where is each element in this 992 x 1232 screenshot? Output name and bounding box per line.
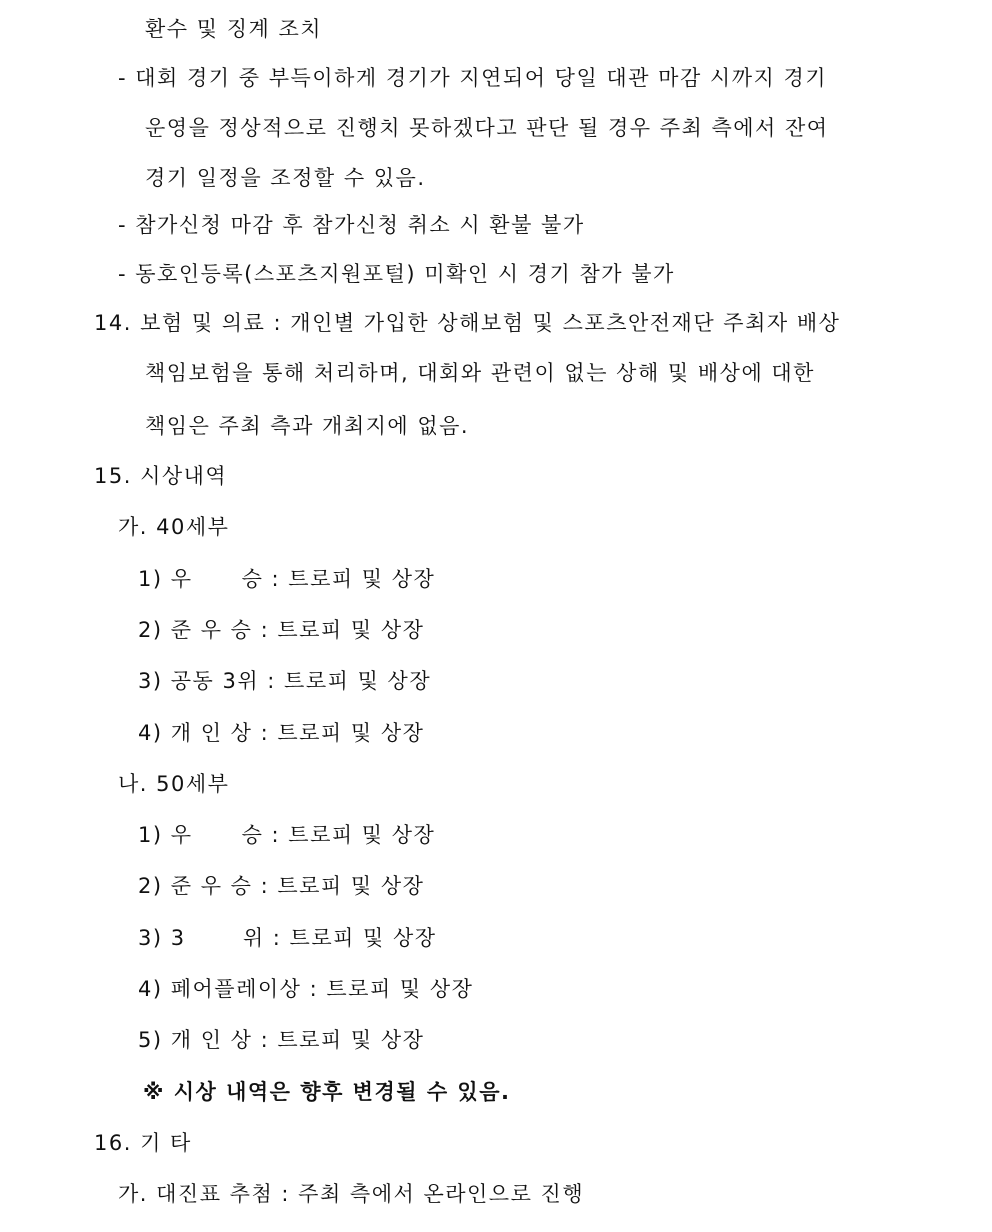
section15-award-note: ※ 시상 내역은 향후 변경될 수 있음.	[143, 1080, 511, 1104]
section15-group-a-item-3: 3) 공동 3위 : 트로피 및 상장	[138, 669, 432, 693]
section14-line-2: 책임보험을 통해 처리하며, 대회와 관련이 없는 상해 및 배상에 대한	[145, 361, 815, 385]
section15-group-b-item-5: 5) 개 인 상 : 트로피 및 상장	[138, 1028, 425, 1052]
section13-bullet-refund: - 참가신청 마감 후 참가신청 취소 시 환불 불가	[118, 213, 585, 237]
section13-bullet-registration: - 동호인등록(스포츠지원포털) 미확인 시 경기 참가 불가	[118, 262, 675, 286]
section13-bullet-delay-cont1: 운영을 정상적으로 진행치 못하겠다고 판단 될 경우 주최 측에서 잔여	[145, 116, 829, 140]
section15-group-b-item-3: 3) 3 위 : 트로피 및 상장	[138, 926, 437, 950]
section16-item-1: 가. 대진표 추첨 : 주최 측에서 온라인으로 진행	[118, 1182, 585, 1206]
section15-group-b-item-2: 2) 준 우 승 : 트로피 및 상장	[138, 874, 425, 898]
section15-group-b-item-1: 1) 우 승 : 트로피 및 상장	[138, 823, 436, 847]
section15-group-a-item-2: 2) 준 우 승 : 트로피 및 상장	[138, 618, 425, 642]
section15-group-a-item-1: 1) 우 승 : 트로피 및 상장	[138, 567, 436, 591]
section13-bullet-delay: - 대회 경기 중 부득이하게 경기가 지연되어 당일 대관 마감 시까지 경기	[118, 66, 828, 90]
section13-continuation-line: 환수 및 징계 조치	[145, 17, 323, 41]
section15-group-a-title: 가. 40세부	[118, 515, 230, 539]
section15-title: 15. 시상내역	[94, 464, 228, 488]
section16-title: 16. 기 타	[94, 1131, 192, 1155]
section15-group-b-item-4: 4) 페어플레이상 : 트로피 및 상장	[138, 977, 474, 1001]
section14-heading-line: 14. 보험 및 의료 : 개인별 가입한 상해보험 및 스포츠안전재단 주최자 배상	[94, 311, 841, 335]
section14-line-3: 책임은 주최 측과 개최지에 없음.	[145, 414, 470, 438]
section13-bullet-delay-cont2: 경기 일정을 조정할 수 있음.	[145, 166, 426, 190]
section15-group-b-title: 나. 50세부	[118, 772, 230, 796]
section15-group-a-item-4: 4) 개 인 상 : 트로피 및 상장	[138, 721, 425, 745]
